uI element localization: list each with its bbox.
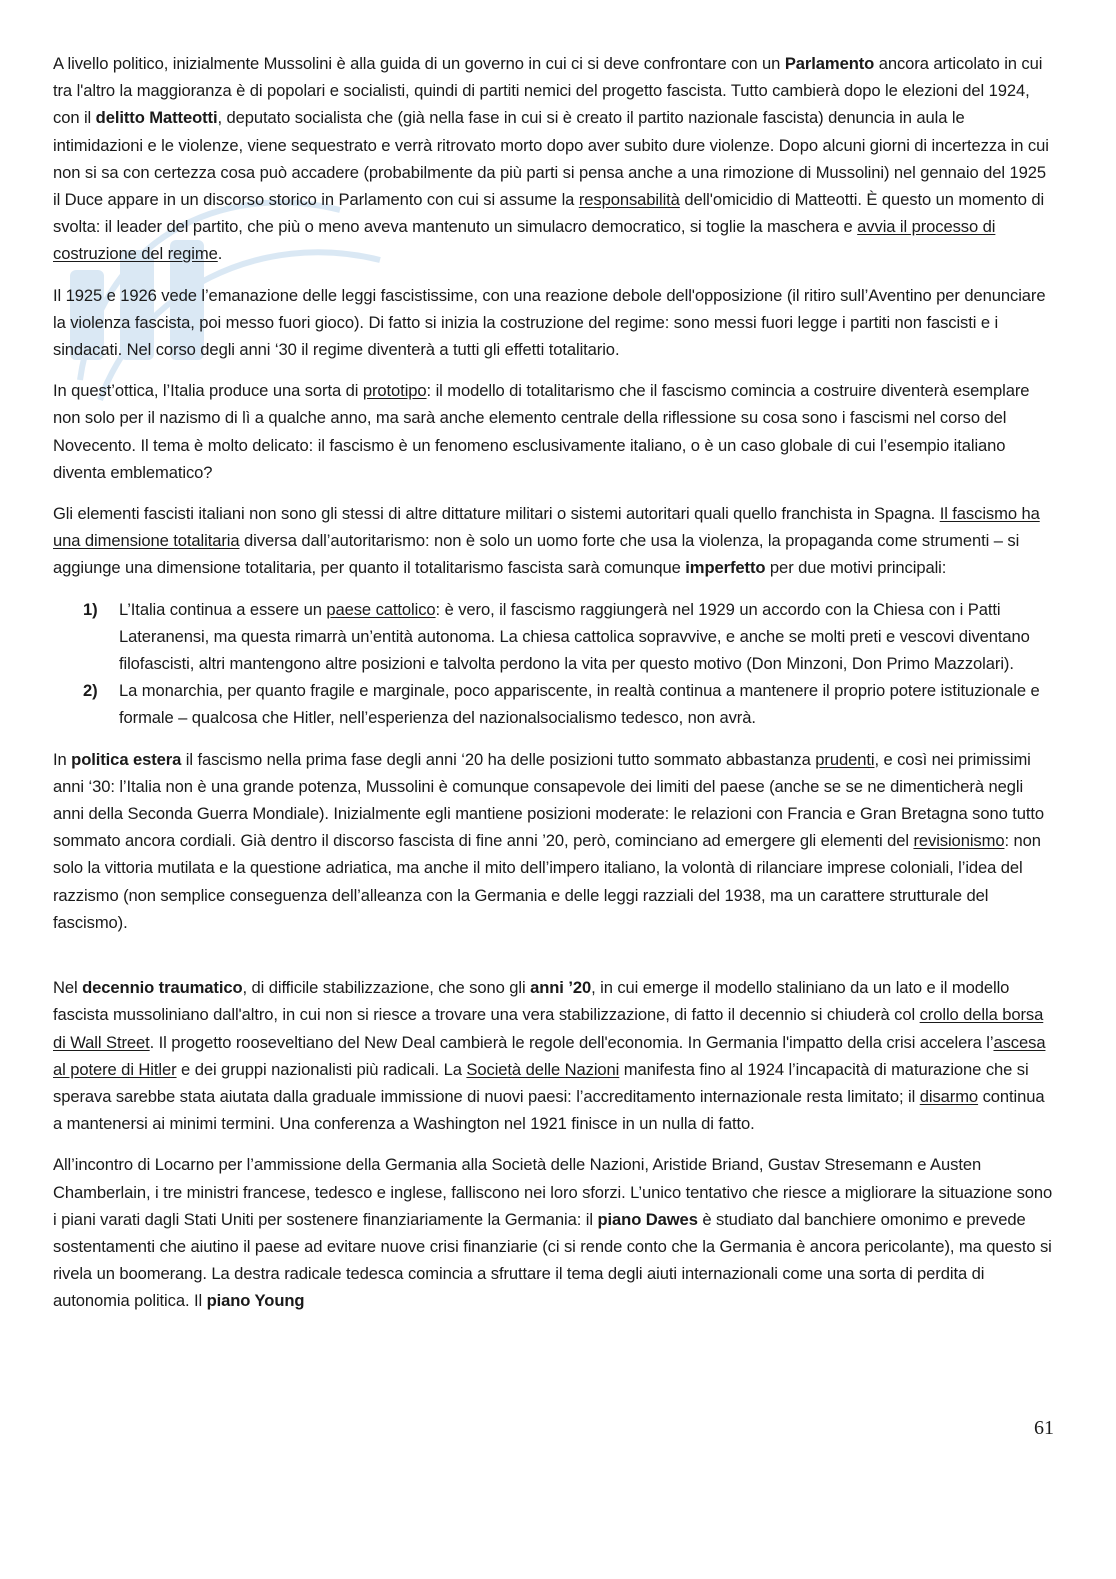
text-run: Gli elementi fascisti italiani non sono gli stessi di altre dittature militari o sistemi autoritari quali quello franchista in Spagna. — [53, 504, 940, 524]
text-run: dell'omicidio di Matteotti. È questo un momento di svolta: il leader del partito, che più o meno aveva mantenuto un simulacro democratico, si toglie la maschera e — [53, 190, 1045, 237]
paragraph-p2 — [53, 282, 1053, 364]
numbered-list — [53, 596, 1053, 732]
underlined-term: avvia il processo di costruzione del regime — [53, 217, 996, 264]
text-run: . Il progetto rooseveltiano del New Deal cambierà le regole dell'economia. In Germania l'impatto della crisi accelera l’ — [149, 1032, 994, 1052]
text-run: , e così nei primissimi anni ‘30: l’Italia non è una grande potenza, Mussolini è comunque consapevole dei limiti del paese (anche se se ne dimenticherà negli anni della Seconda Guerra Mondiale). Inizialmente egli mantiene posizioni moderate: le relazioni con Francia e Gran Bretagna sono tutto sommato ancora cordiali. Già dentro il discorso fascista di fine anni ’20, però, cominciano ad emergere gli elementi del — [53, 749, 1044, 851]
bold-term: decennio traumatico — [82, 978, 243, 998]
underlined-term: revisionismo — [913, 831, 1005, 851]
underlined-term: responsabilità — [578, 190, 680, 210]
text-run: L’Italia continua a essere un — [119, 599, 327, 619]
text-run: , in cui emerge il modello staliniano da un lato e il modello fascista mussoliniano dall'altro, in cui non si riesce a trovare una vera stabilizzazione, di fatto il decennio si chiuderà col — [53, 978, 1010, 1025]
underlined-term: prudenti — [815, 749, 875, 769]
list-item-number: 1) — [83, 599, 98, 619]
bold-term: Parlamento — [784, 54, 875, 73]
text-run: Nel — [53, 978, 83, 998]
text-run: : il modello di totalitarismo che il fascismo comincia a costruire diventerà esemplare non solo per il nazismo di lì a qualche anno, ma sarà anche elemento centrale della riflessione su cosa sono i fascismi nel corso del Novecento. Il tema è molto delicato: il fascismo è un fenomeno esclusivamente italiano, o è un caso globale di cui l’esempio italiano diventa emblematico? — [53, 381, 1030, 482]
text-run: Il 1925 e 1926 vede l’emanazione delle leggi fascistissime, con una reazione debole dell'opposizione (il ritiro sull’Aventino per denunciare la violenza fascista, poi messo fuori gioco). Di fatto si inizia la costruzione del regime: sono messi fuori legge i partiti non fascisti e i sindacati. Nel corso degli anni ‘30 il regime diventerà a tutti gli effetti totalitario. — [53, 285, 1046, 360]
underlined-term: paese cattolico — [326, 599, 436, 619]
text-run: , di difficile stabilizzazione, che sono gli — [242, 978, 531, 998]
paragraph-p4 — [53, 500, 1053, 582]
text-run: La monarchia, per quanto fragile e marginale, poco appariscente, in realtà continua a mantenere il proprio potere istituzionale e formale – qualcosa che Hitler, nell’esperienza del nazionalsocialismo tedesco, non avrà. — [119, 681, 1040, 728]
underlined-term: prototipo — [362, 381, 427, 401]
text-run: In — [53, 749, 72, 769]
list-item — [53, 596, 1053, 678]
paragraph-p5 — [53, 746, 1053, 936]
document-body — [53, 50, 1053, 1329]
text-run: continua a mantenersi ai minimi termini. Una conferenza a Washington nel 1921 finisce in un nulla di fatto. — [53, 1086, 1045, 1134]
underlined-term: crollo della borsa di Wall Street — [53, 1005, 1044, 1052]
text-run: All’incontro di Locarno per l’ammissione della Germania alla Società delle Nazioni, Aristide Briand, Gustav Stresemann e Austen Chamberlain, i tre ministri francese, tedesco e inglese, falliscono nei loro sforzi. L’unico tentativo che riesce a migliorare la situazione sono i piani varati dagli Stati Uniti per sostenere finanziariamente la Germania: il — [53, 1155, 1053, 1229]
text-run: : è vero, il fascismo raggiungerà nel 1929 un accordo con la Chiesa con i Patti Lateranensi, ma questa rimarrà un’entità autonoma. La chiesa cattolica sopravvive, e anche se molti preti e vescovi diventano filofascisti, altri mantengono altre posizioni e talvolta perdono la vita per questo motivo (Don Minzoni, Don Primo Mazzolari). — [119, 599, 1030, 674]
bold-term: anni ’20 — [530, 978, 592, 998]
paragraph-p7 — [53, 1151, 1053, 1314]
underlined-term: Il fascismo ha una dimensione totalitaria — [53, 504, 1040, 551]
list-item-number: 2) — [83, 681, 98, 701]
text-run: manifesta fino al 1924 l’incapacità di maturazione che si sperava sarebbe stata aiutata dalla graduale immissione di nuovi paesi: l’accreditamento internazionale resta limitato; il — [53, 1059, 1029, 1106]
text-run: è studiato dal banchiere omonimo e prevede sostentamenti che aiutino il paese ad evitare nuove crisi finanziarie (ci si rende conto che la Germania è ancora pericolante), ma questo si rivela un boomerang. La destra radicale tedesca comincia a sfruttare il tema degli aiuti internazionali come una sorta di perdita di autonomia politica. Il — [53, 1209, 1052, 1311]
text-run: diversa dall’autoritarismo: non è solo un uomo forte che usa la violenza, la propaganda come strumenti – si aggiunge una dimensione totalitaria, per quanto il totalitarismo fascista sarà comunque — [53, 531, 1020, 578]
list-item — [53, 677, 1053, 731]
text-run: . — [217, 244, 223, 264]
text-run: il fascismo nella prima fase degli anni ‘20 ha delle posizioni tutto sommato abbastanza — [181, 749, 816, 769]
text-run: A livello politico, inizialmente Mussolini è alla guida di un governo in cui ci si deve confrontare con un — [53, 54, 785, 73]
text-run: per due motivi principali: — [765, 558, 947, 578]
bold-term: politica estera — [71, 749, 182, 769]
page-number: 61 — [1034, 1417, 1054, 1439]
list-item-text — [119, 596, 1053, 678]
text-run: , deputato socialista che (già nella fase in cui si è creato il partito nazionale fascista) denuncia in aula le intimidazioni e le violenze, viene sequestrato e verrà ritrovato morto dopo aver subito dure violenze. Dopo alcuni giorni di incertezza in cui non si sa con certezza cosa può accadere (probabilmente da più parti si pensa anche a una rimozione di Mussolini) nel gennaio del 1925 il Duce appare in un discorso storico in Parlamento con cui si assume la — [53, 108, 1049, 210]
paragraph-p6 — [53, 974, 1053, 1137]
bold-term: piano Young — [206, 1291, 305, 1311]
text-run: e dei gruppi nazionalisti più radicali. La — [176, 1059, 467, 1079]
paragraph-p1 — [53, 50, 1053, 268]
text-run: : non solo la vittoria mutilata e la questione adriatica, ma anche il mito dell’impero italiano, la volontà di rilanciare imprese coloniali, l’idea del razzismo (non semplice conseguenza dell’alleanza con la Germania e delle leggi razziali del 1938, ma un carattere strutturale del fascismo). — [53, 831, 1041, 932]
bold-term: imperfetto — [685, 558, 766, 578]
underlined-term: Società delle Nazioni — [466, 1059, 620, 1079]
text-run: In quest’ottica, l’Italia produce una sorta di — [53, 381, 363, 401]
list-item-text — [119, 677, 1053, 731]
paragraph-p3 — [53, 377, 1053, 486]
bold-term: delitto Matteotti — [95, 108, 218, 128]
bold-term: piano Dawes — [597, 1209, 698, 1229]
underlined-term: disarmo — [919, 1086, 979, 1106]
underlined-term: ascesa al potere di Hitler — [53, 1032, 1046, 1079]
text-run: ancora articolato in cui tra l'altro la maggioranza è di popolari e socialisti, quindi di partiti nemici del progetto fascista. Tutto cambierà dopo le elezioni del 1924, con il — [53, 54, 1043, 128]
